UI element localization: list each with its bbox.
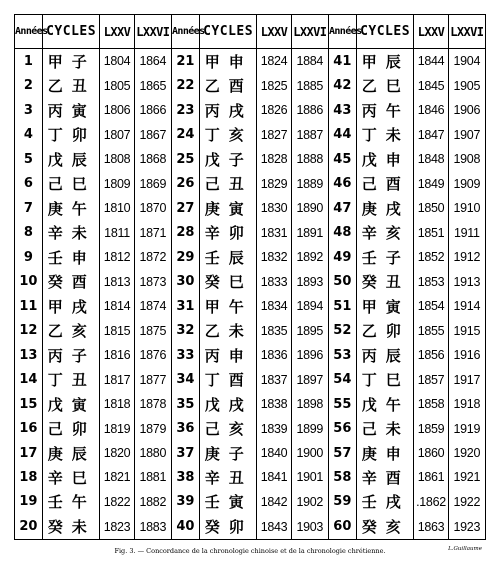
table-row — [15, 269, 486, 293]
table-row — [15, 392, 486, 416]
year-lxxv-cell: 1856 — [414, 343, 448, 367]
cycle-characters-cell: 戊辰 — [42, 147, 100, 171]
year-lxxv-cell: 1840 — [257, 441, 291, 465]
cycle-characters-cell: 壬午 — [42, 490, 100, 514]
year-lxxvi-cell: 1875 — [134, 318, 171, 342]
year-lxxvi-cell: 1908 — [448, 147, 485, 171]
year-index-cell: 12 — [19, 323, 38, 339]
year-index-cell: 59 — [328, 490, 356, 514]
header-cycles: CYCLES — [356, 15, 414, 49]
year-lxxvi-cell: 1884 — [291, 49, 328, 74]
table-row — [15, 196, 486, 220]
year-lxxv-cell: 1863 — [414, 514, 448, 539]
year-lxxv-cell: 1833 — [257, 269, 291, 293]
year-index-cell: 48 — [328, 220, 356, 244]
year-lxxv-cell: 1858 — [414, 392, 448, 416]
year-lxxvi-cell: 1889 — [291, 171, 328, 195]
year-lxxv-cell: 1826 — [257, 98, 291, 122]
year-index-cell: 6 — [23, 176, 33, 192]
cycle-characters-cell: 癸未 — [42, 514, 100, 539]
year-lxxvi-cell: 1901 — [291, 465, 328, 489]
cycle-characters-cell: 丙子 — [42, 343, 100, 367]
year-lxxvi-cell: 1882 — [134, 490, 171, 514]
year-lxxv-cell: 1820 — [100, 441, 134, 465]
cycle-characters-cell: 壬寅 — [199, 490, 257, 514]
year-lxxvi-cell: 1914 — [448, 294, 485, 318]
table-row — [15, 171, 486, 195]
year-index-cell: 53 — [328, 343, 356, 367]
year-lxxv-cell: 1834 — [257, 294, 291, 318]
header-annees: Années — [328, 15, 356, 49]
year-lxxv-cell: 1851 — [414, 220, 448, 244]
header-lxxvi: LXXVI — [134, 15, 171, 49]
cycle-characters-cell: 戊申 — [356, 147, 414, 171]
table-row — [15, 49, 486, 74]
year-lxxv-cell: 1849 — [414, 171, 448, 195]
year-lxxv-cell: 1841 — [257, 465, 291, 489]
year-index-cell: 56 — [328, 416, 356, 440]
year-lxxv-cell: 1817 — [100, 367, 134, 391]
year-lxxv-cell: 1816 — [100, 343, 134, 367]
year-index-cell: 31 — [171, 294, 199, 318]
year-lxxvi-cell: 1923 — [448, 514, 485, 539]
year-lxxvi-cell: 1890 — [291, 196, 328, 220]
concordance-table-container — [14, 14, 486, 540]
table-row — [15, 74, 486, 98]
cycle-characters-cell: 乙未 — [199, 318, 257, 342]
cycle-characters-cell: 辛亥 — [356, 220, 414, 244]
cycle-characters-cell: 丙午 — [356, 98, 414, 122]
header-lxxvi: LXXVI — [291, 15, 328, 49]
cycle-characters-cell: 己亥 — [199, 416, 257, 440]
cycle-characters-cell: 辛酉 — [356, 465, 414, 489]
year-lxxvi-cell: 1894 — [291, 294, 328, 318]
year-index-cell: 58 — [328, 465, 356, 489]
year-lxxvi-cell: 1879 — [134, 416, 171, 440]
year-index-cell: 2 — [23, 78, 33, 94]
year-index-cell: 39 — [171, 490, 199, 514]
year-lxxv-cell: 1804 — [100, 49, 134, 74]
year-index-cell: 11 — [19, 298, 38, 314]
cycle-characters-cell: 丙申 — [199, 343, 257, 367]
year-lxxv-cell: .1862 — [414, 490, 448, 514]
cycle-characters-cell: 辛巳 — [42, 465, 100, 489]
year-lxxvi-cell: 1907 — [448, 122, 485, 146]
cycle-characters-cell: 甲申 — [199, 49, 257, 74]
year-lxxvi-cell: 1883 — [134, 514, 171, 539]
cycle-characters-cell: 癸酉 — [42, 269, 100, 293]
year-lxxv-cell: 1806 — [100, 98, 134, 122]
cycle-characters-cell: 乙卯 — [356, 318, 414, 342]
year-index-cell: 35 — [171, 392, 199, 416]
table-body — [15, 49, 486, 540]
year-lxxvi-cell: 1885 — [291, 74, 328, 98]
year-lxxv-cell: 1842 — [257, 490, 291, 514]
year-index-cell: 28 — [171, 220, 199, 244]
year-lxxv-cell: 1831 — [257, 220, 291, 244]
year-index-cell: 8 — [23, 225, 33, 241]
year-lxxvi-cell: 1891 — [291, 220, 328, 244]
year-index-cell: 40 — [171, 514, 199, 539]
year-lxxvi-cell: 1898 — [291, 392, 328, 416]
year-index-cell: 49 — [328, 245, 356, 269]
header-annees: Années — [171, 15, 199, 49]
year-index-cell: 43 — [328, 98, 356, 122]
year-lxxvi-cell: 1902 — [291, 490, 328, 514]
year-lxxvi-cell: 1906 — [448, 98, 485, 122]
year-index-cell: 5 — [23, 151, 33, 167]
year-lxxvi-cell: 1880 — [134, 441, 171, 465]
cycle-characters-cell: 己卯 — [42, 416, 100, 440]
year-index-cell: 24 — [171, 122, 199, 146]
year-index-cell: 17 — [19, 445, 38, 461]
year-index-cell: 26 — [171, 171, 199, 195]
year-index-cell: 16 — [19, 421, 38, 437]
header-annees: Années — [15, 15, 43, 49]
year-lxxvi-cell: 1893 — [291, 269, 328, 293]
year-lxxvi-cell: 1865 — [134, 74, 171, 98]
year-lxxv-cell: 1812 — [100, 245, 134, 269]
figure-caption: Fig. 3. — Concordance de la chronologie chinoise et de la chronologie chrétienne. — [114, 547, 386, 555]
cycle-characters-cell: 丁亥 — [199, 122, 257, 146]
cycle-characters-cell: 乙亥 — [42, 318, 100, 342]
year-lxxv-cell: 1854 — [414, 294, 448, 318]
cycle-characters-cell: 癸巳 — [199, 269, 257, 293]
year-index-cell: 50 — [328, 269, 356, 293]
year-index-cell: 37 — [171, 441, 199, 465]
year-lxxv-cell: 1827 — [257, 122, 291, 146]
year-lxxv-cell: 1819 — [100, 416, 134, 440]
year-index-cell: 20 — [19, 519, 38, 535]
concordance-table — [14, 14, 486, 540]
cycle-characters-cell: 戊午 — [356, 392, 414, 416]
year-index-cell: 9 — [23, 249, 33, 265]
year-lxxv-cell: 1836 — [257, 343, 291, 367]
year-index-cell: 32 — [171, 318, 199, 342]
year-index-cell: 1 — [23, 53, 33, 69]
year-index-cell: 52 — [328, 318, 356, 342]
table-row — [15, 367, 486, 391]
year-lxxvi-cell: 1876 — [134, 343, 171, 367]
year-lxxv-cell: 1843 — [257, 514, 291, 539]
table-row — [15, 343, 486, 367]
cycle-characters-cell: 丙戌 — [199, 98, 257, 122]
year-lxxv-cell: 1847 — [414, 122, 448, 146]
cycle-characters-cell: 庚辰 — [42, 441, 100, 465]
year-index-cell: 14 — [19, 372, 38, 388]
cycle-characters-cell: 甲辰 — [356, 49, 414, 74]
year-lxxv-cell: 1807 — [100, 122, 134, 146]
year-index-cell: 36 — [171, 416, 199, 440]
year-index-cell: 19 — [19, 494, 38, 510]
year-index-cell: 54 — [328, 367, 356, 391]
year-lxxvi-cell: 1911 — [448, 220, 485, 244]
year-lxxvi-cell: 1918 — [448, 392, 485, 416]
cycle-characters-cell: 戊子 — [199, 147, 257, 171]
header-lxxv: LXXV — [414, 15, 448, 49]
year-index-cell: 23 — [171, 98, 199, 122]
year-lxxv-cell: 1828 — [257, 147, 291, 171]
year-index-cell: 41 — [328, 49, 356, 74]
year-index-cell: 22 — [171, 74, 199, 98]
cycle-characters-cell: 乙酉 — [199, 74, 257, 98]
year-lxxv-cell: 1824 — [257, 49, 291, 74]
year-lxxv-cell: 1829 — [257, 171, 291, 195]
table-row — [15, 514, 486, 539]
year-lxxvi-cell: 1916 — [448, 343, 485, 367]
year-lxxvi-cell: 1909 — [448, 171, 485, 195]
year-lxxv-cell: 1861 — [414, 465, 448, 489]
year-lxxvi-cell: 1887 — [291, 122, 328, 146]
year-lxxvi-cell: 1896 — [291, 343, 328, 367]
year-index-cell: 13 — [19, 347, 38, 363]
header-cycles: CYCLES — [42, 15, 100, 49]
year-lxxvi-cell: 1892 — [291, 245, 328, 269]
table-row — [15, 122, 486, 146]
year-index-cell: 47 — [328, 196, 356, 220]
cycle-characters-cell: 戊戌 — [199, 392, 257, 416]
year-lxxv-cell: 1848 — [414, 147, 448, 171]
year-lxxvi-cell: 1888 — [291, 147, 328, 171]
year-lxxvi-cell: 1913 — [448, 269, 485, 293]
cycle-characters-cell: 丙寅 — [42, 98, 100, 122]
year-index-cell: 25 — [171, 147, 199, 171]
year-lxxv-cell: 1822 — [100, 490, 134, 514]
year-index-cell: 7 — [23, 200, 33, 216]
cycle-characters-cell: 己酉 — [356, 171, 414, 195]
year-lxxvi-cell: 1905 — [448, 74, 485, 98]
table-row — [15, 220, 486, 244]
year-lxxv-cell: 1853 — [414, 269, 448, 293]
table-row — [15, 245, 486, 269]
year-lxxv-cell: 1859 — [414, 416, 448, 440]
cycle-characters-cell: 庚午 — [42, 196, 100, 220]
year-lxxvi-cell: 1921 — [448, 465, 485, 489]
cycle-characters-cell: 辛未 — [42, 220, 100, 244]
year-lxxvi-cell: 1895 — [291, 318, 328, 342]
year-index-cell: 45 — [328, 147, 356, 171]
year-index-cell: 34 — [171, 367, 199, 391]
year-lxxv-cell: 1850 — [414, 196, 448, 220]
cycle-characters-cell: 己巳 — [42, 171, 100, 195]
year-lxxvi-cell: 1897 — [291, 367, 328, 391]
table-row — [15, 147, 486, 171]
cycle-characters-cell: 乙丑 — [42, 74, 100, 98]
cycle-characters-cell: 丙辰 — [356, 343, 414, 367]
year-lxxvi-cell: 1867 — [134, 122, 171, 146]
table-row — [15, 490, 486, 514]
year-lxxvi-cell: 1874 — [134, 294, 171, 318]
year-lxxvi-cell: 1919 — [448, 416, 485, 440]
year-index-cell: 57 — [328, 441, 356, 465]
year-lxxv-cell: 1814 — [100, 294, 134, 318]
year-index-cell: 60 — [328, 514, 356, 539]
year-lxxv-cell: 1830 — [257, 196, 291, 220]
year-lxxv-cell: 1823 — [100, 514, 134, 539]
year-lxxv-cell: 1825 — [257, 74, 291, 98]
year-lxxv-cell: 1860 — [414, 441, 448, 465]
header-lxxv: LXXV — [257, 15, 291, 49]
year-lxxvi-cell: 1900 — [291, 441, 328, 465]
year-index-cell: 55 — [328, 392, 356, 416]
cycle-characters-cell: 乙巳 — [356, 74, 414, 98]
year-lxxvi-cell: 1878 — [134, 392, 171, 416]
cycle-characters-cell: 丁未 — [356, 122, 414, 146]
cycle-characters-cell: 丁丑 — [42, 367, 100, 391]
year-lxxvi-cell: 1922 — [448, 490, 485, 514]
cycle-characters-cell: 己丑 — [199, 171, 257, 195]
year-lxxv-cell: 1852 — [414, 245, 448, 269]
cycle-characters-cell: 庚戌 — [356, 196, 414, 220]
year-lxxvi-cell: 1917 — [448, 367, 485, 391]
year-lxxvi-cell: 1920 — [448, 441, 485, 465]
year-lxxv-cell: 1809 — [100, 171, 134, 195]
year-lxxvi-cell: 1868 — [134, 147, 171, 171]
year-lxxvi-cell: 1899 — [291, 416, 328, 440]
cycle-characters-cell: 己未 — [356, 416, 414, 440]
cycle-characters-cell: 庚申 — [356, 441, 414, 465]
cycle-characters-cell: 甲子 — [42, 49, 100, 74]
cycle-characters-cell: 庚寅 — [199, 196, 257, 220]
cycle-characters-cell: 癸卯 — [199, 514, 257, 539]
year-index-cell: 33 — [171, 343, 199, 367]
year-lxxv-cell: 1857 — [414, 367, 448, 391]
year-lxxvi-cell: 1877 — [134, 367, 171, 391]
cycle-characters-cell: 甲午 — [199, 294, 257, 318]
year-lxxv-cell: 1821 — [100, 465, 134, 489]
cycle-characters-cell: 丁酉 — [199, 367, 257, 391]
cycle-characters-cell: 壬申 — [42, 245, 100, 269]
cycle-characters-cell: 甲寅 — [356, 294, 414, 318]
year-lxxvi-cell: 1872 — [134, 245, 171, 269]
year-index-cell: 3 — [23, 102, 33, 118]
year-lxxvi-cell: 1915 — [448, 318, 485, 342]
year-lxxv-cell: 1835 — [257, 318, 291, 342]
year-index-cell: 44 — [328, 122, 356, 146]
year-lxxv-cell: 1805 — [100, 74, 134, 98]
year-index-cell: 18 — [19, 469, 38, 485]
cycle-characters-cell: 壬子 — [356, 245, 414, 269]
cycle-characters-cell: 戊寅 — [42, 392, 100, 416]
year-index-cell: 27 — [171, 196, 199, 220]
year-index-cell: 15 — [19, 396, 38, 412]
year-lxxv-cell: 1813 — [100, 269, 134, 293]
cycle-characters-cell: 丁巳 — [356, 367, 414, 391]
cycle-characters-cell: 癸亥 — [356, 514, 414, 539]
year-lxxvi-cell: 1886 — [291, 98, 328, 122]
year-lxxv-cell: 1837 — [257, 367, 291, 391]
header-cycles: CYCLES — [199, 15, 257, 49]
year-lxxvi-cell: 1912 — [448, 245, 485, 269]
cycle-characters-cell: 辛丑 — [199, 465, 257, 489]
year-index-cell: 4 — [23, 127, 33, 143]
year-lxxv-cell: 1832 — [257, 245, 291, 269]
year-lxxv-cell: 1855 — [414, 318, 448, 342]
year-lxxvi-cell: 1873 — [134, 269, 171, 293]
header-lxxvi: LXXVI — [448, 15, 485, 49]
year-lxxv-cell: 1844 — [414, 49, 448, 74]
year-lxxv-cell: 1846 — [414, 98, 448, 122]
cycle-characters-cell: 甲戌 — [42, 294, 100, 318]
year-lxxv-cell: 1811 — [100, 220, 134, 244]
cycle-characters-cell: 壬辰 — [199, 245, 257, 269]
table-row — [15, 416, 486, 440]
cycle-characters-cell: 庚子 — [199, 441, 257, 465]
table-row — [15, 294, 486, 318]
year-index-cell: 51 — [328, 294, 356, 318]
cycle-characters-cell: 癸丑 — [356, 269, 414, 293]
year-index-cell: 21 — [171, 49, 199, 74]
year-index-cell: 30 — [171, 269, 199, 293]
year-index-cell: 38 — [171, 465, 199, 489]
year-lxxv-cell: 1818 — [100, 392, 134, 416]
year-index-cell: 29 — [171, 245, 199, 269]
cycle-characters-cell: 丁卯 — [42, 122, 100, 146]
year-lxxv-cell: 1838 — [257, 392, 291, 416]
year-lxxvi-cell: 1864 — [134, 49, 171, 74]
table-row — [15, 441, 486, 465]
cycle-characters-cell: 壬戌 — [356, 490, 414, 514]
year-lxxvi-cell: 1903 — [291, 514, 328, 539]
year-index-cell: 46 — [328, 171, 356, 195]
year-lxxvi-cell: 1910 — [448, 196, 485, 220]
table-row — [15, 465, 486, 489]
year-lxxv-cell: 1810 — [100, 196, 134, 220]
year-lxxvi-cell: 1866 — [134, 98, 171, 122]
year-lxxvi-cell: 1881 — [134, 465, 171, 489]
cycle-characters-cell: 辛卯 — [199, 220, 257, 244]
year-index-cell: 10 — [19, 274, 38, 290]
year-lxxvi-cell: 1870 — [134, 196, 171, 220]
engraver-signature: L.Guillaume — [448, 546, 482, 552]
year-lxxvi-cell: 1904 — [448, 49, 485, 74]
header-row — [15, 15, 486, 49]
year-lxxv-cell: 1808 — [100, 147, 134, 171]
year-lxxvi-cell: 1871 — [134, 220, 171, 244]
year-lxxv-cell: 1815 — [100, 318, 134, 342]
year-lxxvi-cell: 1869 — [134, 171, 171, 195]
table-row — [15, 98, 486, 122]
year-lxxv-cell: 1839 — [257, 416, 291, 440]
year-index-cell: 42 — [328, 74, 356, 98]
header-lxxv: LXXV — [100, 15, 134, 49]
table-row — [15, 318, 486, 342]
year-lxxv-cell: 1845 — [414, 74, 448, 98]
